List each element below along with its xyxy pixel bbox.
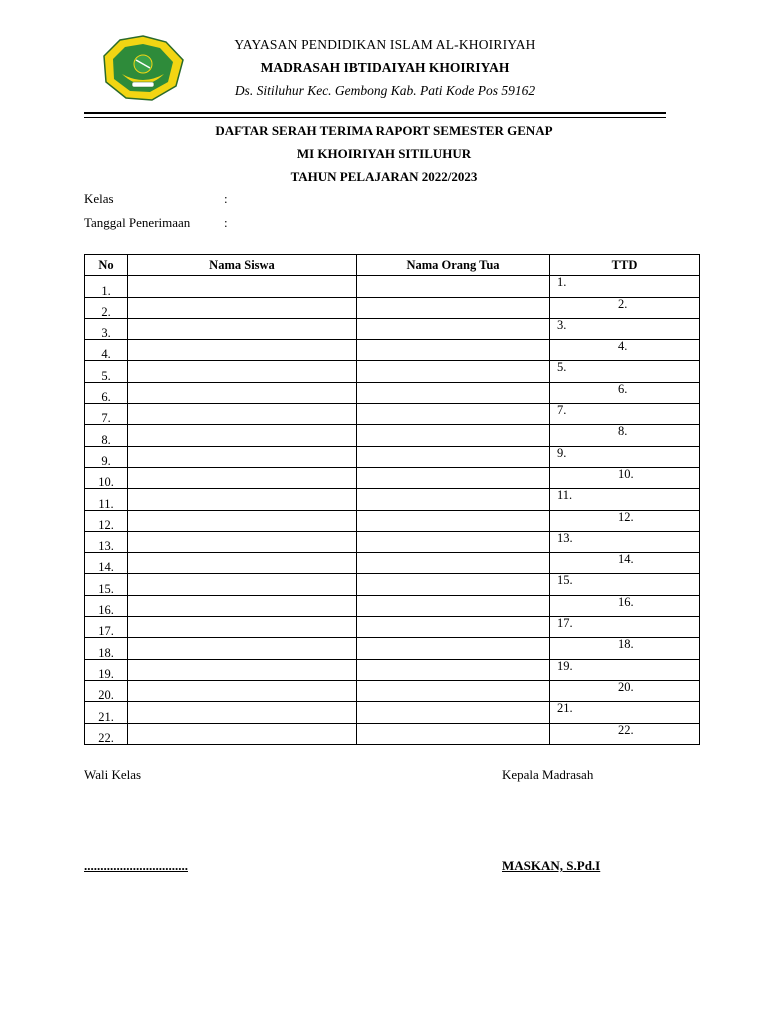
table-row [85, 638, 700, 659]
ttd-number: 5. [557, 360, 567, 375]
document-subtitle: MI KHOIRIYAH SITILUHUR [296, 146, 472, 161]
ttd-number: 8. [618, 424, 628, 439]
ttd-cell[interactable] [550, 404, 700, 425]
ttd-number: 15. [557, 573, 573, 588]
ttd-number: 22. [618, 722, 634, 737]
header-rule-thick [84, 112, 666, 114]
nama-orang-tua-cell[interactable] [357, 553, 550, 574]
nama-siswa-cell[interactable] [128, 659, 357, 680]
ttd-cell[interactable] [550, 595, 700, 616]
ttd-number: 13. [557, 530, 573, 545]
nama-orang-tua-cell[interactable] [357, 467, 550, 488]
nama-siswa-cell[interactable] [128, 489, 357, 510]
header-ttd: TTD [550, 255, 700, 276]
nama-orang-tua-cell[interactable] [357, 361, 550, 382]
nama-siswa-cell[interactable] [128, 297, 357, 318]
header-nama-siswa: Nama Siswa [128, 255, 357, 276]
row-number: 18. [85, 638, 128, 659]
row-number: 4. [85, 340, 128, 361]
table-row [85, 510, 700, 531]
kepala-madrasah-label: Kepala Madrasah [502, 767, 594, 782]
nama-orang-tua-cell[interactable] [357, 595, 550, 616]
table-row [85, 361, 700, 382]
nama-siswa-cell[interactable] [128, 617, 357, 638]
ttd-number: 14. [618, 552, 634, 567]
nama-orang-tua-cell[interactable] [357, 702, 550, 723]
nama-siswa-cell[interactable] [128, 318, 357, 339]
kepala-madrasah-name: MASKAN, S.Pd.I [502, 858, 601, 873]
handover-table [84, 254, 700, 745]
row-number: 22. [85, 723, 128, 744]
table-row [85, 489, 700, 510]
ttd-cell[interactable] [550, 702, 700, 723]
row-number: 13. [85, 531, 128, 552]
table-row [85, 574, 700, 595]
ttd-cell[interactable] [550, 467, 700, 488]
nama-siswa-cell[interactable] [128, 510, 357, 531]
ttd-cell[interactable] [550, 531, 700, 552]
nama-siswa-cell[interactable] [128, 595, 357, 616]
ttd-cell[interactable] [550, 659, 700, 680]
row-number: 9. [85, 446, 128, 467]
ttd-cell[interactable] [550, 297, 700, 318]
ttd-number: 17. [557, 616, 573, 631]
nama-orang-tua-cell[interactable] [357, 382, 550, 403]
nama-orang-tua-cell[interactable] [357, 404, 550, 425]
tanggal-label: Tanggal Penerimaan [84, 215, 191, 230]
nama-siswa-cell[interactable] [128, 723, 357, 744]
nama-siswa-cell[interactable] [128, 340, 357, 361]
ttd-number: 3. [557, 317, 567, 332]
header-rule-thin [84, 117, 666, 118]
nama-orang-tua-cell[interactable] [357, 680, 550, 701]
ttd-number: 20. [618, 679, 634, 694]
table-row [85, 446, 700, 467]
nama-siswa-cell[interactable] [128, 702, 357, 723]
ttd-cell[interactable] [550, 617, 700, 638]
ttd-number: 16. [618, 594, 634, 609]
table-row [85, 723, 700, 744]
nama-siswa-cell[interactable] [128, 425, 357, 446]
wali-kelas-name: ................................ [84, 858, 188, 873]
nama-orang-tua-cell[interactable] [357, 659, 550, 680]
table-row [85, 276, 700, 297]
table-row [85, 425, 700, 446]
nama-siswa-cell[interactable] [128, 404, 357, 425]
table-row [85, 553, 700, 574]
row-number: 11. [85, 489, 128, 510]
table-header-row [85, 255, 700, 276]
nama-siswa-cell[interactable] [128, 382, 357, 403]
nama-siswa-cell[interactable] [128, 361, 357, 382]
table-row [85, 617, 700, 638]
table-row [85, 680, 700, 701]
ttd-number: 18. [618, 637, 634, 652]
ttd-number: 2. [618, 296, 628, 311]
table-row [85, 595, 700, 616]
row-number: 8. [85, 425, 128, 446]
ttd-cell[interactable] [550, 510, 700, 531]
ttd-number: 11. [557, 488, 573, 503]
nama-orang-tua-cell[interactable] [357, 531, 550, 552]
row-number: 14. [85, 553, 128, 574]
row-number: 1. [85, 276, 128, 297]
row-number: 16. [85, 595, 128, 616]
ttd-cell[interactable] [550, 276, 700, 297]
nama-siswa-cell[interactable] [128, 638, 357, 659]
nama-orang-tua-cell[interactable] [357, 276, 550, 297]
ttd-number: 19. [557, 658, 573, 673]
wali-kelas-label: Wali Kelas [84, 767, 142, 782]
nama-siswa-cell[interactable] [128, 531, 357, 552]
ttd-number: 7. [557, 403, 567, 418]
header-no: No [85, 255, 128, 276]
table-row [85, 659, 700, 680]
ttd-number: 6. [618, 381, 628, 396]
ttd-cell[interactable] [550, 723, 700, 744]
table-row [85, 340, 700, 361]
row-number: 17. [85, 617, 128, 638]
nama-siswa-cell[interactable] [128, 553, 357, 574]
kelas-label: Kelas [84, 191, 114, 206]
row-number: 21. [85, 702, 128, 723]
ttd-cell[interactable] [550, 425, 700, 446]
table-row [85, 404, 700, 425]
nama-orang-tua-cell[interactable] [357, 617, 550, 638]
nama-orang-tua-cell[interactable] [357, 446, 550, 467]
foundation-name: YAYASAN PENDIDIKAN ISLAM AL-KHOIRIYAH [234, 37, 536, 52]
ttd-cell[interactable] [550, 318, 700, 339]
row-number: 20. [85, 680, 128, 701]
ttd-number: 12. [618, 509, 634, 524]
ttd-cell[interactable] [550, 638, 700, 659]
nama-orang-tua-cell[interactable] [357, 425, 550, 446]
nama-siswa-cell[interactable] [128, 574, 357, 595]
ttd-number: 9. [557, 445, 567, 460]
row-number: 5. [85, 361, 128, 382]
nama-orang-tua-cell[interactable] [357, 638, 550, 659]
ttd-number: 1. [557, 275, 567, 290]
table-row [85, 318, 700, 339]
row-number: 3. [85, 318, 128, 339]
table-row [85, 382, 700, 403]
row-number: 2. [85, 297, 128, 318]
ttd-number: 21. [557, 701, 573, 716]
table-row [85, 531, 700, 552]
ttd-number: 4. [618, 339, 628, 354]
nama-orang-tua-cell[interactable] [357, 510, 550, 531]
ttd-number: 10. [618, 466, 634, 481]
table-row [85, 467, 700, 488]
row-number: 12. [85, 510, 128, 531]
ttd-cell[interactable] [550, 574, 700, 595]
table-row [85, 702, 700, 723]
school-name: MADRASAH IBTIDAIYAH KHOIRIYAH [260, 60, 510, 75]
school-emblem-icon [100, 34, 186, 102]
ttd-cell[interactable] [550, 680, 700, 701]
nama-siswa-cell[interactable] [128, 467, 357, 488]
ttd-cell[interactable] [550, 361, 700, 382]
ttd-cell[interactable] [550, 553, 700, 574]
kelas-colon: : [224, 191, 228, 206]
nama-orang-tua-cell[interactable] [357, 574, 550, 595]
row-number: 6. [85, 382, 128, 403]
nama-orang-tua-cell[interactable] [357, 489, 550, 510]
row-number: 10. [85, 467, 128, 488]
ttd-cell[interactable] [550, 446, 700, 467]
nama-orang-tua-cell[interactable] [357, 318, 550, 339]
academic-year: TAHUN PELAJARAN 2022/2023 [290, 169, 478, 184]
ttd-cell[interactable] [550, 382, 700, 403]
table-row [85, 297, 700, 318]
nama-siswa-cell[interactable] [128, 446, 357, 467]
ttd-cell[interactable] [550, 489, 700, 510]
nama-orang-tua-cell[interactable] [357, 297, 550, 318]
nama-orang-tua-cell[interactable] [357, 340, 550, 361]
ttd-cell[interactable] [550, 340, 700, 361]
nama-siswa-cell[interactable] [128, 276, 357, 297]
row-number: 15. [85, 574, 128, 595]
row-number: 7. [85, 404, 128, 425]
nama-orang-tua-cell[interactable] [357, 723, 550, 744]
school-address: Ds. Sitiluhur Kec. Gembong Kab. Pati Kode Pos 59162 [234, 83, 536, 98]
document-title: DAFTAR SERAH TERIMA RAPORT SEMESTER GENAP [215, 123, 553, 138]
tanggal-colon: : [224, 215, 228, 230]
row-number: 19. [85, 659, 128, 680]
nama-siswa-cell[interactable] [128, 680, 357, 701]
header-nama-orang-tua: Nama Orang Tua [357, 255, 550, 276]
